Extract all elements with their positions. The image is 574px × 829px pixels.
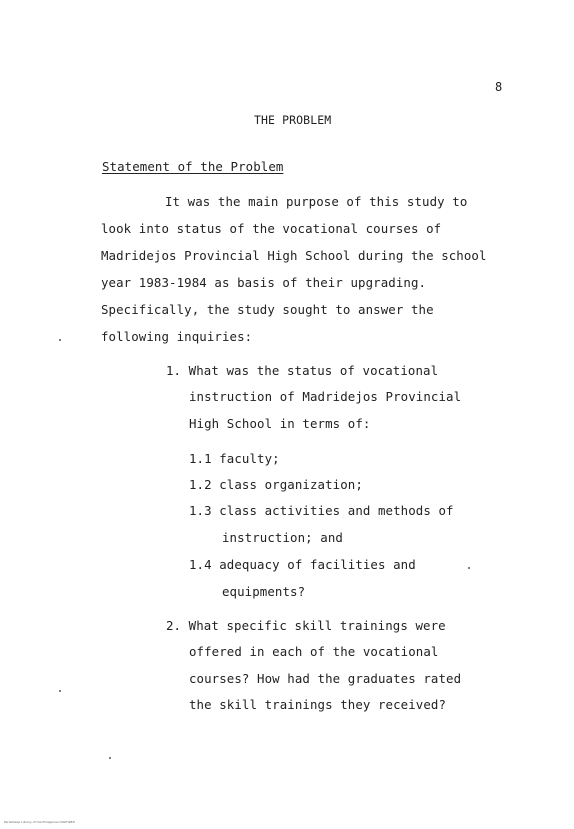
page-number: 8 [495,80,503,94]
paragraph-line: Madridejos Provincial High School during the school [101,248,487,263]
question-line: offered in each of the vocational [189,644,439,659]
sub-item-continuation: instruction; and [222,530,343,545]
question-line: the skill trainings they received? [189,697,447,712]
question-line: 1. What was the status of vocational [166,363,439,378]
sub-item-continuation: equipments? [222,584,306,599]
question-line: High School in terms of: [189,416,371,431]
page-title: THE PROBLEM [254,113,332,127]
paragraph-line: year 1983-1984 as basis of their upgrading. [101,275,427,290]
scan-speck [468,567,470,569]
paragraph-line: following inquiries: [101,329,253,344]
scan-speck [59,339,61,341]
scan-footer: Parishkeep Library of the Philippines DIGITIZED [4,820,75,824]
section-heading: Statement of the Problem [102,159,284,174]
scan-speck [109,757,111,759]
question-line: courses? How had the graduates rated [189,671,462,686]
sub-item: 1.2 class organization; [189,477,363,492]
sub-item: 1.1 faculty; [189,451,280,466]
question-line: 2. What specific skill trainings were [166,618,446,633]
sub-item: 1.4 adequacy of facilities and [189,557,416,572]
question-line: instruction of Madridejos Provincial [189,389,462,404]
paragraph-line: look into status of the vocational courses of [101,221,442,236]
scan-speck [59,690,61,692]
paragraph-line: Specifically, the study sought to answer the [101,302,434,317]
paragraph-line: It was the main purpose of this study to [165,194,468,209]
sub-item: 1.3 class activities and methods of [189,503,454,518]
